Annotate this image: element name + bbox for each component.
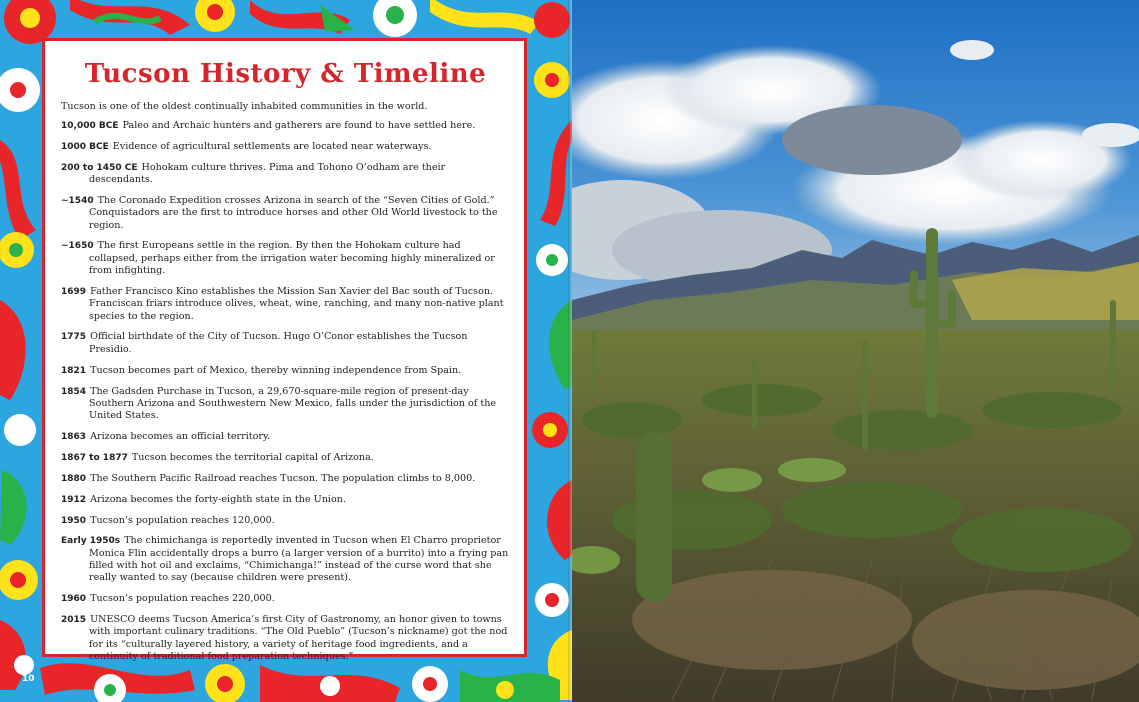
timeline-entry [61,365,510,377]
timeline-text: Evidence of agricultural settlements are located near waterways. [112,140,432,152]
timeline-date: 2015 [61,615,87,626]
timeline-panel [42,38,527,662]
timeline-date: 1863 [61,431,87,442]
saguaro-cactus [636,432,672,602]
timeline-entry [61,141,510,153]
timeline-date: 10,000 BCE [61,121,119,131]
timeline-list [61,120,510,663]
page-number: 10 [22,674,35,684]
timeline-entry [61,162,510,187]
timeline-entry [61,386,510,423]
timeline-text: Hohokam culture thrives. Pima and Tohono O’odham are their descendants. [89,161,446,186]
timeline-entry [61,494,510,506]
timeline-date: ~1540 [61,195,94,206]
timeline-entry [61,473,510,485]
timeline-entry [61,286,510,323]
timeline-text: The Southern Pacific Railroad reaches Tucson. The population climbs to 8,000. [90,472,476,484]
timeline-date: 1912 [61,494,87,505]
timeline-text: The first Europeans settle in the region. By then the Hohokam culture had collapsed, perhaps either from the irrigation water becoming highly mineralized or from infighting. [89,240,495,277]
timeline-entry [61,593,510,605]
timeline-entry [61,452,510,464]
timeline-date: 1775 [61,332,87,343]
timeline-entry [61,535,510,584]
timeline-text: Paleo and Archaic hunters and gatherers are found to have settled here. [122,120,476,131]
timeline-date: 1000 BCE [61,141,109,152]
timeline-date: 1960 [61,594,87,605]
timeline-text: UNESCO deems Tucson America’s first City of Gastronomy, an honor given to towns with important culinary traditions. “The Old Pueblo” (Tucson’s nickname) got the nod for its “culturally layered history, a variety of heritage food ingredients, and a continuity of traditional food preparation techniques.” [89,614,508,662]
desert-saguaro-photo [572,0,1139,702]
timeline-date: 1950 [61,515,87,526]
timeline-text: The Gadsden Purchase in Tucson, a 29,670-square-mile region of present-day Southern Arizona and Southwestern New Mexico, falls under the jurisdiction of the United States. [89,385,497,422]
timeline-entry [61,431,510,443]
timeline-text: The chimichanga is reportedly invented in Tucson when El Charro proprietor Monica Flin accidentally drops a burro (a larger version of a burrito) into a frying pan filled with hot oil and exclaims, “Chimichanga!” instead of the curse word that she really wanted to say (because children were present). [89,535,509,584]
timeline-entry [61,515,510,527]
timeline-text: Tucson becomes the territorial capital of Arizona. [131,451,374,463]
timeline-date: 1821 [61,365,87,376]
timeline-date: 1867 to 1877 [61,452,128,463]
timeline-date: 200 to 1450 CE [61,162,138,173]
timeline-text: Official birthdate of the City of Tucson. Hugo O’Conor establishes the Tucson Presidio. [89,331,468,355]
timeline-entry [61,195,510,232]
timeline-entry [61,614,510,663]
timeline-entry [61,331,510,356]
timeline-text: Tucson’s population reaches 220,000. [90,593,275,605]
timeline-text: Tucson’s population reaches 120,000. [90,514,275,526]
timeline-date: 1699 [61,286,87,297]
timeline-text: Arizona becomes an official territory. [90,430,271,442]
timeline-text: The Coronado Expedition crosses Arizona in search of the “Seven Cities of Gold.” Conquistadors are the first to introduce horses and other Old World livestock to the region. [89,194,498,231]
timeline-entry [61,240,510,277]
intro-text: Tucson is one of the oldest continually inhabited communities in the world. [61,101,428,112]
timeline-text: Tucson becomes part of Mexico, thereby winning independence from Spain. [90,364,462,376]
timeline-date: Early 1950s [61,536,121,547]
timeline-entry [61,120,510,132]
timeline-text: Father Francisco Kino establishes the Mission San Xavier del Bac south of Tucson. Franciscan friars introduce olives, wheat, wine, ranching, and many non-native plant species to the region. [89,285,504,322]
page-title: Tucson History & Timeline [84,59,487,89]
timeline-text: Arizona becomes the forty-eighth state in the Union. [90,493,346,505]
timeline-date: 1880 [61,473,87,484]
timeline-date: ~1650 [61,241,94,252]
timeline-date: 1854 [61,386,87,397]
